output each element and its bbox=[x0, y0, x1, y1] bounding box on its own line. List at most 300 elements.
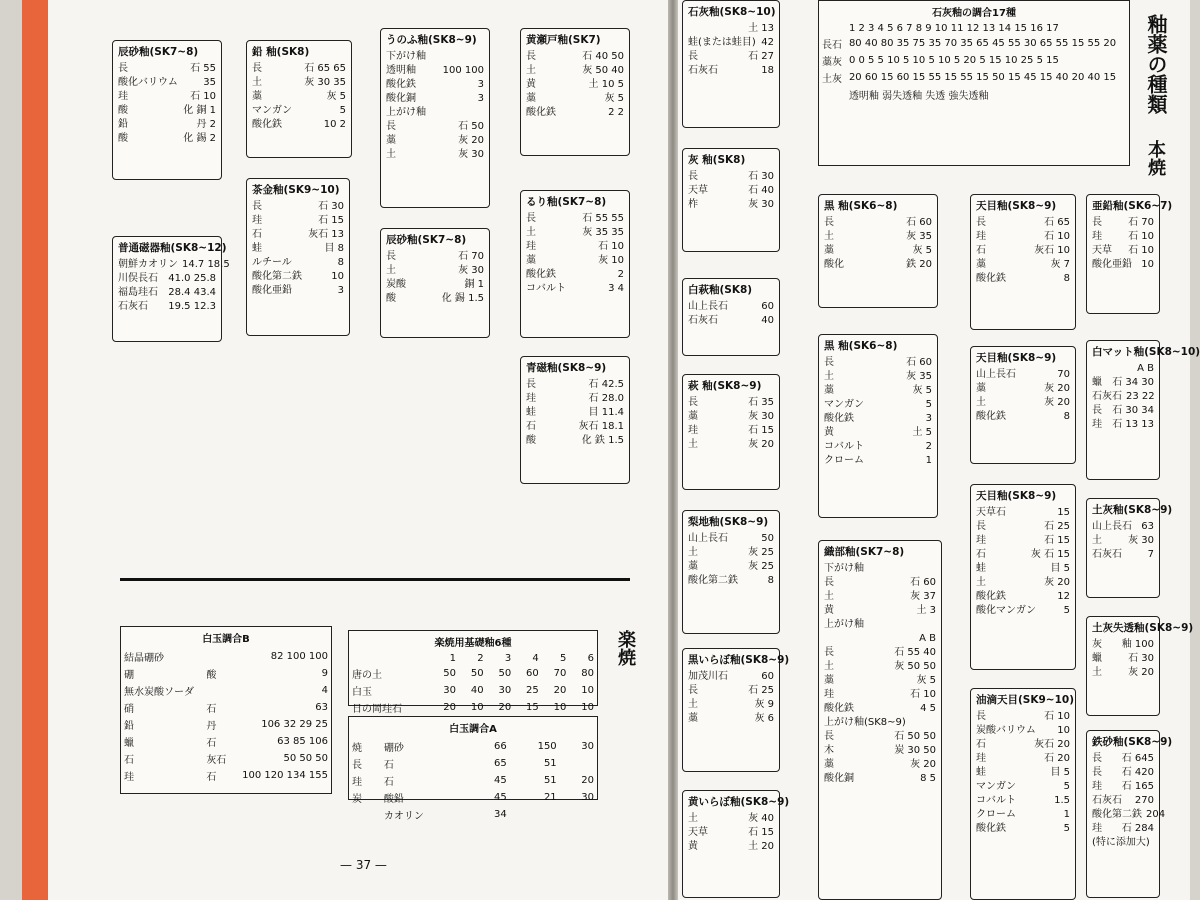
ingredient-cell: 長 bbox=[252, 63, 262, 74]
right-glaze-box bbox=[970, 484, 1076, 670]
ingredient-row bbox=[824, 426, 932, 440]
ingredient-row bbox=[824, 618, 936, 632]
ingredient-row bbox=[824, 590, 936, 604]
glaze-title: 黒 釉(SK6~8) bbox=[824, 340, 898, 352]
table-cell: 石 bbox=[206, 772, 217, 783]
table-cell: 50 bbox=[498, 668, 512, 679]
ingredient-row bbox=[688, 684, 774, 698]
ingredient-cell: 珪 bbox=[252, 215, 262, 226]
ingredient-row bbox=[824, 632, 936, 646]
ingredient-cell: 酸化銅 bbox=[824, 773, 854, 784]
ingredient-row bbox=[386, 292, 484, 306]
ingredient-cell: 山上長石 bbox=[688, 533, 728, 544]
ingredient-cell: 藁 bbox=[688, 713, 698, 724]
table-cell: 1 2 3 4 5 6 7 8 9 10 11 12 13 14 15 16 17 bbox=[848, 23, 1059, 34]
ingredient-cell: 珪 bbox=[976, 753, 986, 764]
ingredient-cell: 目 11.4 bbox=[588, 407, 624, 418]
ingredient-cell: 石 70 bbox=[1128, 217, 1154, 228]
glaze-title: 白マット釉(SK8~10) bbox=[1092, 346, 1200, 358]
ingredient-cell: 長 bbox=[1092, 217, 1102, 228]
ingredient-cell: 酸化 bbox=[824, 259, 844, 270]
table-cell: 硼砂 bbox=[383, 743, 404, 754]
ingredient-cell: 酸化バリウム bbox=[118, 77, 178, 88]
ingredient-cell: 化 錫 2 bbox=[183, 133, 216, 144]
ingredient-cell: 35 bbox=[203, 77, 216, 88]
ingredient-row bbox=[526, 420, 624, 434]
glaze-title: 鉄砂釉(SK8~9) bbox=[1092, 736, 1173, 748]
ingredient-cell: 8 bbox=[1063, 273, 1070, 284]
ingredient-row bbox=[252, 214, 344, 228]
ingredient-cell: 5 bbox=[1063, 781, 1070, 792]
ingredient-cell: 石 15 bbox=[748, 827, 774, 838]
ingredient-row bbox=[1092, 258, 1154, 272]
ingredient-cell: 石 60 bbox=[906, 217, 932, 228]
ingredient-row bbox=[252, 256, 344, 270]
table-cell: 楽焼用基礎釉6種 bbox=[434, 638, 512, 649]
ingredient-cell: 目 5 bbox=[1050, 767, 1070, 778]
ingredient-cell: 土 5 bbox=[912, 427, 932, 438]
right-glaze-box bbox=[682, 510, 780, 634]
left-glaze-box bbox=[380, 28, 490, 208]
ingredient-cell: 釉 100 bbox=[1121, 639, 1154, 650]
ingredient-cell: (特に添加大) bbox=[1092, 837, 1150, 848]
ingredient-cell: 灰石 10 bbox=[1034, 245, 1070, 256]
ingredient-cell: 酸化第二鉄 bbox=[1092, 809, 1142, 820]
table-cell: 70 bbox=[553, 668, 567, 679]
ingredient-row bbox=[688, 198, 774, 212]
ingredient-row bbox=[1092, 638, 1154, 652]
ingredient-cell: 長 bbox=[824, 357, 834, 368]
ingredient-cell: 石 25 bbox=[1044, 521, 1070, 532]
ingredient-row bbox=[1092, 652, 1154, 666]
ingredient-cell: 石 70 bbox=[458, 251, 484, 262]
ingredient-cell: 8 bbox=[1063, 411, 1070, 422]
right-glaze-box bbox=[1086, 340, 1200, 480]
ingredient-cell: 灰 25 bbox=[748, 561, 774, 572]
ingredient-row bbox=[526, 226, 624, 240]
ingredient-cell: 1 bbox=[1063, 809, 1070, 820]
ingredient-row bbox=[824, 646, 936, 660]
ingredient-cell: 藁 bbox=[526, 93, 536, 104]
ingredient-cell: 黄 bbox=[824, 605, 834, 616]
ingredient-row bbox=[252, 270, 344, 284]
table-cell bbox=[203, 682, 231, 699]
ingredient-cell: クローム bbox=[824, 455, 864, 466]
table-cell: 66 bbox=[493, 741, 507, 752]
ingredient-cell: 石 10 bbox=[1128, 231, 1154, 242]
ingredient-row bbox=[1092, 794, 1154, 808]
ingredient-cell: 石 55 40 bbox=[894, 647, 936, 658]
ingredient-cell: A B bbox=[919, 633, 936, 644]
left-glaze-box bbox=[246, 40, 352, 158]
ingredient-cell: 石 10 bbox=[1044, 231, 1070, 242]
glaze-title: 土灰失透釉(SK8~9) bbox=[1092, 622, 1194, 634]
ingredient-cell: 灰 bbox=[1092, 639, 1102, 650]
ingredient-row bbox=[1092, 520, 1154, 534]
ingredient-row bbox=[688, 184, 774, 198]
table-cell: 150 bbox=[537, 741, 557, 752]
ingredient-cell: 鉄 20 bbox=[906, 259, 932, 270]
ingredient-cell: 上がけ釉 bbox=[386, 107, 426, 118]
ingredient-row bbox=[118, 300, 216, 314]
ingredient-cell: 加茂川石 bbox=[688, 671, 728, 682]
ingredient-cell: ルチール bbox=[252, 257, 292, 268]
table-cell bbox=[560, 755, 597, 772]
ingredient-cell: 土 bbox=[824, 371, 834, 382]
glaze-title: 青磁釉(SK8~9) bbox=[526, 362, 607, 374]
ingredient-cell: 14.7 18.5 bbox=[182, 259, 230, 270]
ingredient-row bbox=[1092, 808, 1166, 822]
ingredient-cell: 化 錫 1.5 bbox=[441, 293, 484, 304]
ingredient-row bbox=[976, 590, 1070, 604]
ingredient-row bbox=[976, 382, 1070, 396]
glaze-title: 辰砂釉(SK7~8) bbox=[118, 46, 199, 58]
ingredient-row bbox=[688, 314, 774, 328]
ingredient-row bbox=[386, 92, 484, 106]
right-glaze-box bbox=[682, 374, 780, 490]
table-cell: 50 50 50 bbox=[283, 753, 328, 764]
table-cell: 4 bbox=[321, 685, 328, 696]
table-cell: 20 bbox=[498, 702, 512, 713]
ingredient-cell: 灰 20 bbox=[458, 135, 484, 146]
table-cell: 10 bbox=[553, 702, 567, 713]
ingredient-cell: 珪 bbox=[1092, 419, 1102, 430]
ingredient-cell: 石 42.5 bbox=[588, 379, 624, 390]
ingredient-cell: 2 bbox=[925, 441, 932, 452]
table-cell: 土灰 bbox=[822, 74, 842, 85]
ingredient-cell: 石 34 30 bbox=[1112, 377, 1154, 388]
ingredient-cell: 灰 30 bbox=[458, 265, 484, 276]
ingredient-cell: 酸化鉄 bbox=[824, 413, 854, 424]
ingredient-cell: 石 bbox=[252, 229, 262, 240]
ingredient-cell: 7 bbox=[1147, 549, 1154, 560]
table-cell: 60 bbox=[526, 668, 539, 679]
ingredient-cell: 土 bbox=[976, 397, 986, 408]
ingredient-cell: 石灰石 bbox=[1092, 549, 1122, 560]
table-cell: 硼 bbox=[124, 670, 134, 681]
ingredient-cell: 長 bbox=[824, 731, 834, 742]
ingredient-cell: 2 bbox=[617, 269, 624, 280]
ingredient-row bbox=[976, 822, 1070, 836]
ingredient-row bbox=[976, 710, 1070, 724]
right-glaze-box bbox=[682, 648, 790, 772]
ingredient-row bbox=[1092, 766, 1154, 780]
ingredient-cell: 灰 6 bbox=[754, 713, 774, 724]
ingredient-cell: 3 bbox=[925, 413, 932, 424]
glaze-title: 天目釉(SK8~9) bbox=[976, 490, 1057, 502]
ingredient-cell: 石 27 bbox=[748, 51, 774, 62]
ingredient-row bbox=[976, 604, 1070, 618]
ingredient-cell: 60 bbox=[761, 301, 774, 312]
table-cell: 酸鉛 bbox=[383, 794, 404, 805]
ingredient-cell: 石 15 bbox=[748, 425, 774, 436]
right-glaze-box bbox=[1086, 616, 1194, 716]
ingredient-cell: 石 bbox=[976, 739, 986, 750]
ingredient-cell: 丹 2 bbox=[196, 119, 216, 130]
glaze-title: うのふ釉(SK8~9) bbox=[386, 34, 477, 46]
ingredient-row bbox=[526, 106, 624, 120]
ingredient-cell: 土 bbox=[688, 813, 698, 824]
ingredient-cell: 石 165 bbox=[1121, 781, 1154, 792]
ingredient-row bbox=[976, 766, 1070, 780]
ingredient-cell: 灰 35 35 bbox=[582, 227, 624, 238]
ingredient-cell: 蛙 bbox=[252, 243, 262, 254]
table-cell: 20 60 15 60 15 55 15 55 15 50 15 45 15 40 20 40 15 bbox=[848, 72, 1117, 83]
ingredient-row bbox=[1092, 548, 1154, 562]
ingredient-row bbox=[688, 698, 774, 712]
right-glaze-box bbox=[818, 334, 938, 518]
ingredient-cell: 石 10 bbox=[910, 689, 936, 700]
ingredient-cell: 石 30 bbox=[318, 201, 344, 212]
hon-section-label: 本焼 bbox=[1145, 140, 1166, 176]
table-cell: 5 bbox=[559, 653, 567, 664]
ingredient-row bbox=[976, 576, 1070, 590]
ingredient-cell: 石 10 bbox=[598, 241, 624, 252]
ingredient-row bbox=[386, 148, 484, 162]
ingredient-cell: コバルト bbox=[824, 441, 864, 452]
ingredient-cell: 上がけ釉(SK8~9) bbox=[824, 717, 906, 728]
ingredient-row bbox=[386, 134, 484, 148]
ingredient-cell: 石 40 50 bbox=[582, 51, 624, 62]
page-number: — 37 — bbox=[340, 858, 387, 872]
glaze-types-heading: 釉薬の種類 bbox=[1144, 14, 1168, 114]
ingredient-cell: 珪 bbox=[118, 91, 128, 102]
ingredient-cell: 長 bbox=[1092, 767, 1102, 778]
table-cell: 白玉調合B bbox=[202, 634, 250, 645]
ingredient-cell: 42 bbox=[761, 37, 774, 48]
ingredient-cell: 灰 20 bbox=[1128, 667, 1154, 678]
glaze-title: 天目釉(SK8~9) bbox=[976, 352, 1057, 364]
ingredient-row bbox=[1092, 836, 1154, 850]
ingredient-row bbox=[1092, 418, 1154, 432]
table-cell: 51 bbox=[543, 775, 557, 786]
table-cell: 長 bbox=[352, 760, 362, 771]
ingredient-cell: 石灰石 bbox=[118, 301, 148, 312]
ingredient-cell: 石 bbox=[976, 549, 986, 560]
ingredient-cell: 川俣長石 bbox=[118, 273, 158, 284]
ingredient-row bbox=[526, 434, 624, 448]
ingredient-cell: 灰石 20 bbox=[1034, 739, 1070, 750]
table-cell: 82 100 100 bbox=[270, 651, 328, 662]
ingredient-cell: 灰 9 bbox=[754, 699, 774, 710]
ingredient-cell: 藁 bbox=[688, 411, 698, 422]
ingredient-cell: 藁 bbox=[976, 259, 986, 270]
ingredient-row bbox=[688, 170, 774, 184]
ingredient-cell: 灰 30 35 bbox=[304, 77, 346, 88]
lime-glaze-table bbox=[818, 0, 1130, 166]
ingredient-cell: 長 bbox=[688, 397, 698, 408]
ingredient-cell: 藁 bbox=[824, 245, 834, 256]
ingredient-row bbox=[118, 258, 230, 272]
ingredient-row bbox=[118, 118, 216, 132]
ingredient-row bbox=[688, 826, 774, 840]
right-glaze-box bbox=[682, 278, 780, 356]
table-cell: 51 bbox=[543, 758, 557, 769]
section-rule bbox=[120, 578, 630, 581]
ingredient-row bbox=[688, 396, 774, 410]
ingredient-cell: 灰 20 bbox=[1044, 397, 1070, 408]
ingredient-cell: 10 bbox=[1141, 259, 1154, 270]
ingredient-row bbox=[976, 258, 1070, 272]
table-cell: 10 bbox=[581, 685, 594, 696]
ingredient-cell: 目 8 bbox=[324, 243, 344, 254]
ingredient-cell: 鉛 bbox=[118, 119, 128, 130]
glaze-title: 織部釉(SK7~8) bbox=[824, 546, 905, 558]
ingredient-cell: 8 5 bbox=[920, 773, 936, 784]
ingredient-cell: 19.5 12.3 bbox=[168, 301, 216, 312]
left-glaze-box bbox=[520, 356, 630, 484]
glaze-title: 灰 釉(SK8) bbox=[688, 154, 746, 166]
ingredient-row bbox=[252, 90, 346, 104]
ingredient-row bbox=[976, 410, 1070, 424]
ingredient-cell: 藁 bbox=[824, 675, 834, 686]
ingredient-cell: 270 bbox=[1134, 795, 1154, 806]
ingredient-cell: 土 3 bbox=[916, 605, 936, 616]
table-cell bbox=[819, 86, 846, 103]
table-cell: 長石 bbox=[822, 40, 842, 51]
ingredient-row bbox=[824, 370, 932, 384]
ingredient-cell: 黄 bbox=[824, 427, 834, 438]
ingredient-row bbox=[386, 64, 484, 78]
ingredient-row bbox=[252, 76, 346, 90]
ingredient-cell: 蠟 bbox=[1092, 377, 1102, 388]
table-cell bbox=[349, 652, 431, 665]
table-cell: 30 bbox=[581, 792, 594, 803]
left-glaze-box bbox=[112, 40, 222, 180]
ingredient-row bbox=[252, 200, 344, 214]
ingredient-row bbox=[688, 64, 774, 78]
ingredient-cell: 石灰石 bbox=[688, 65, 718, 76]
ingredient-cell: 石 284 bbox=[1121, 823, 1154, 834]
table-cell: 無水炭酸ソーダ bbox=[124, 687, 194, 698]
ingredient-row bbox=[252, 118, 346, 132]
ingredient-row bbox=[526, 268, 624, 282]
ingredient-cell: 天草 bbox=[688, 185, 708, 196]
table-cell: 100 120 134 155 bbox=[242, 770, 328, 781]
ingredient-cell: 酸化第二鉄 bbox=[688, 575, 738, 586]
ingredient-cell: 化 鉄 1.5 bbox=[581, 435, 624, 446]
ingredient-cell: 204 bbox=[1146, 809, 1166, 820]
ingredient-cell: 灰 25 bbox=[748, 547, 774, 558]
ingredient-cell: 酸化鉄 bbox=[976, 273, 1006, 284]
ingredient-cell: A B bbox=[1137, 363, 1154, 374]
ingredient-cell: 藁 bbox=[526, 255, 536, 266]
ingredient-cell: 土 10 5 bbox=[588, 79, 624, 90]
left-glaze-box bbox=[520, 190, 630, 338]
table-cell: 50 bbox=[443, 668, 457, 679]
raku-base-table bbox=[348, 630, 598, 715]
table-cell bbox=[510, 806, 560, 823]
ingredient-cell: 10 bbox=[331, 271, 344, 282]
ingredient-cell: 長 bbox=[1092, 405, 1102, 416]
table-cell bbox=[349, 806, 381, 823]
table-cell: 石 bbox=[206, 738, 217, 749]
table-cell: 10 bbox=[581, 702, 594, 713]
ingredient-cell: 50 bbox=[761, 533, 774, 544]
ingredient-cell: 2 2 bbox=[608, 107, 624, 118]
ingredient-row bbox=[976, 548, 1070, 562]
ingredient-cell: 酸化鉄 bbox=[976, 411, 1006, 422]
table-cell: 硝 bbox=[124, 704, 134, 715]
ingredient-cell: 土 20 bbox=[748, 841, 774, 852]
ingredient-cell: 石 13 13 bbox=[1112, 419, 1154, 430]
ingredient-row bbox=[688, 424, 774, 438]
glaze-title: 黄瀬戸釉(SK7) bbox=[526, 34, 601, 46]
ingredient-cell: 土 bbox=[824, 591, 834, 602]
table-cell: 結晶硼砂 bbox=[124, 653, 164, 664]
ingredient-row bbox=[386, 50, 484, 64]
table-cell: 丹 bbox=[206, 721, 217, 732]
right-glaze-box bbox=[1086, 498, 1173, 598]
ingredient-cell: 長 bbox=[1092, 753, 1102, 764]
ingredient-cell: 石 645 bbox=[1121, 753, 1154, 764]
glaze-title: 萩 釉(SK8~9) bbox=[688, 380, 762, 392]
right-glaze-box bbox=[682, 0, 780, 128]
glaze-title: 白萩釉(SK8) bbox=[688, 284, 753, 296]
ingredient-cell: 土 bbox=[526, 227, 536, 238]
ingredient-cell: 70 bbox=[1057, 369, 1070, 380]
ingredient-cell: 土 bbox=[688, 439, 698, 450]
table-cell: 蠟 bbox=[124, 738, 134, 749]
ingredient-row bbox=[824, 244, 932, 258]
ingredient-cell: 石 15 bbox=[318, 215, 344, 226]
ingredient-cell: 石 35 bbox=[748, 397, 774, 408]
glaze-title: 茶金釉(SK9~10) bbox=[252, 184, 340, 196]
ingredient-cell: 3 4 bbox=[608, 283, 624, 294]
ingredient-cell: 石 30 bbox=[1128, 653, 1154, 664]
ingredient-cell: 銅 1 bbox=[464, 279, 484, 290]
ingredient-row bbox=[824, 398, 932, 412]
ingredient-cell: 3 bbox=[337, 285, 344, 296]
right-glaze-box bbox=[970, 194, 1076, 330]
ingredient-cell: 1 bbox=[925, 455, 932, 466]
ingredient-cell: 珪 bbox=[976, 231, 986, 242]
raku-b-table bbox=[120, 626, 332, 794]
table-cell: 石 bbox=[383, 777, 394, 788]
ingredient-cell: 酸化第二鉄 bbox=[252, 271, 302, 282]
ingredient-cell: 石灰石 bbox=[1092, 391, 1122, 402]
ingredient-row bbox=[824, 440, 932, 454]
ingredient-cell: 山上長石 bbox=[688, 301, 728, 312]
ingredient-cell: 石 10 bbox=[1044, 711, 1070, 722]
table-cell: 30 bbox=[581, 741, 594, 752]
ingredient-row bbox=[1092, 822, 1154, 836]
ingredient-row bbox=[688, 300, 774, 314]
ingredient-row bbox=[526, 240, 624, 254]
table-cell: カオリン bbox=[383, 811, 424, 822]
right-glaze-box bbox=[818, 540, 942, 900]
glaze-title: 黒 釉(SK6~8) bbox=[824, 200, 898, 212]
ingredient-row bbox=[252, 242, 344, 256]
ingredient-cell: 珪 bbox=[824, 689, 834, 700]
ingredient-row bbox=[976, 534, 1070, 548]
ingredient-cell: 土 13 bbox=[748, 23, 774, 34]
right-glaze-box bbox=[970, 346, 1076, 464]
ingredient-cell: 朝鮮カオリン bbox=[118, 259, 178, 270]
glaze-title: 辰砂釉(SK7~8) bbox=[386, 234, 467, 246]
ingredient-row bbox=[252, 104, 346, 118]
ingredient-row bbox=[976, 808, 1070, 822]
ingredient-cell: 土 bbox=[526, 65, 536, 76]
ingredient-cell: 石 50 50 bbox=[894, 731, 936, 742]
ingredient-cell: 炭 30 50 bbox=[894, 745, 936, 756]
ingredient-row bbox=[1092, 752, 1154, 766]
table-cell: 20 bbox=[581, 775, 594, 786]
ingredient-cell: 山上長石 bbox=[1092, 521, 1132, 532]
ingredient-cell: 黄 bbox=[688, 841, 698, 852]
ingredient-cell: 5 bbox=[1063, 823, 1070, 834]
ingredient-cell: 灰 30 bbox=[748, 411, 774, 422]
